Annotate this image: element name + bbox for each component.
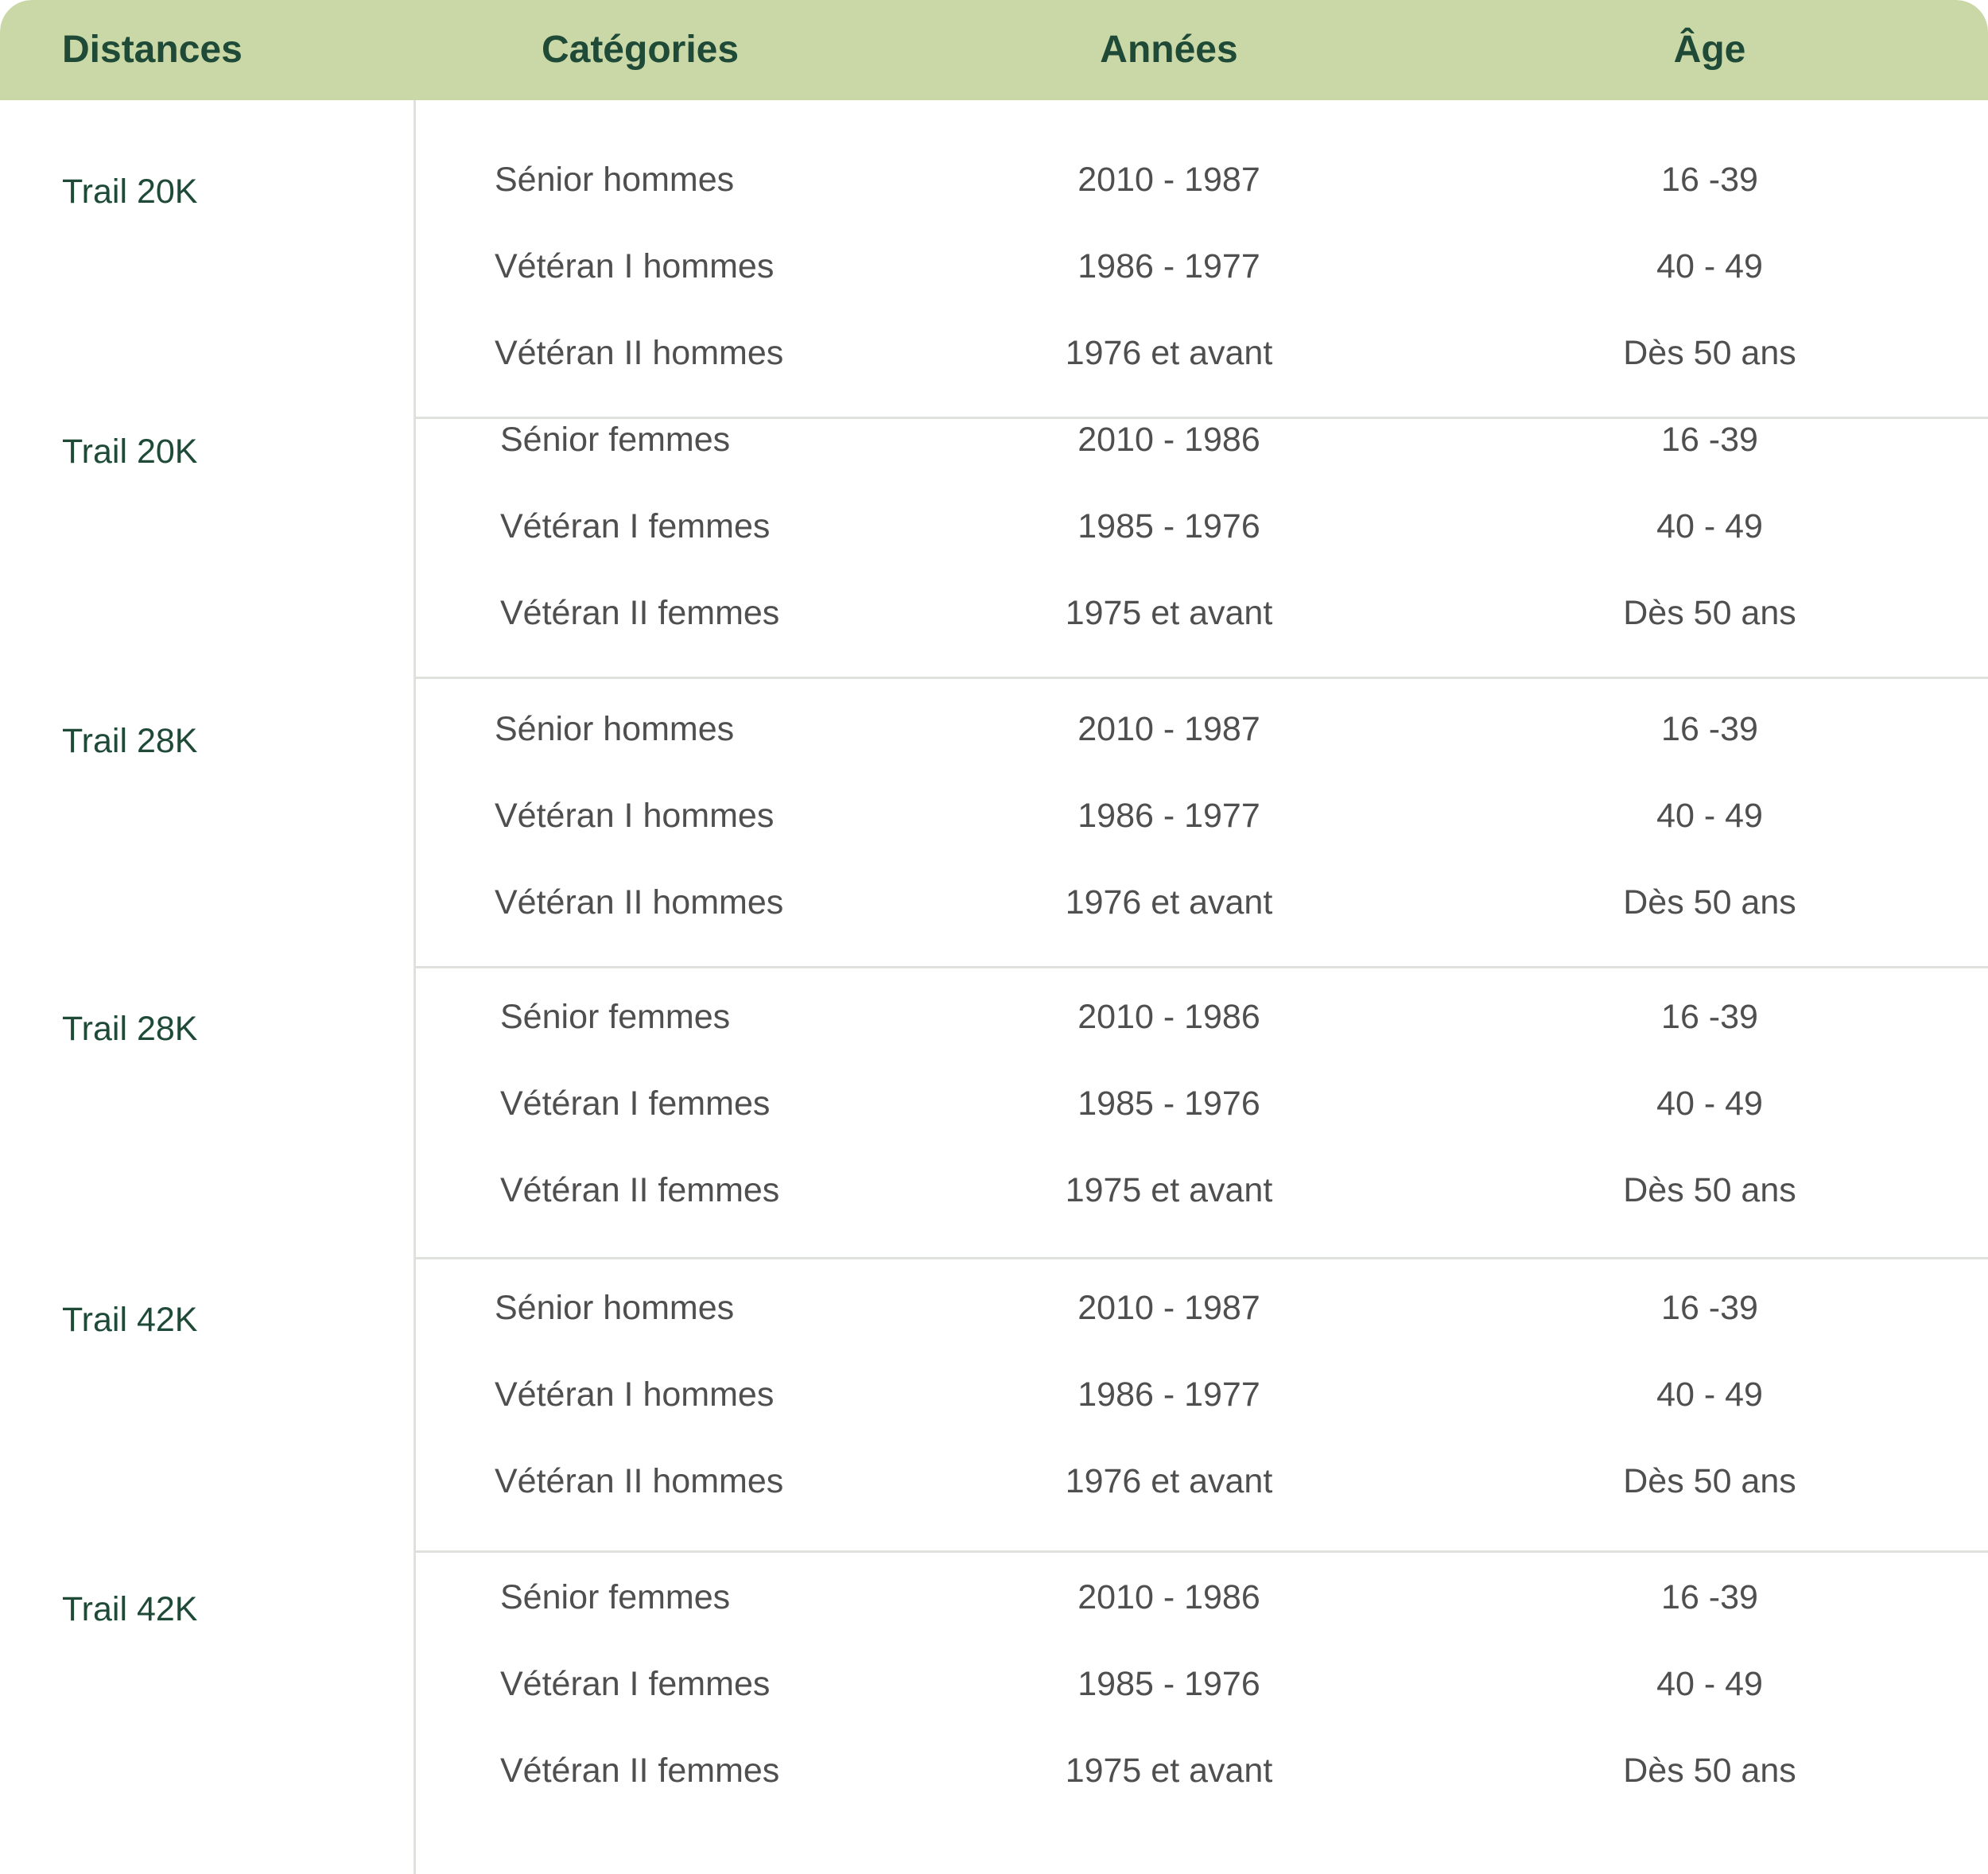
distance-group [0,679,1988,968]
age-cell: 16 -39 [1661,421,1758,459]
years-cell: 1986 - 1977 [1077,797,1260,835]
table-row [0,1165,1988,1216]
table-row [0,1282,1988,1333]
table-row [0,877,1988,928]
age-cell: 40 - 49 [1656,507,1763,545]
table-row [0,241,1988,292]
table-row [0,1745,1988,1796]
category-cell: Sénior femmes [500,998,731,1036]
table-row [0,588,1988,638]
years-cell: 1975 et avant [1065,594,1273,632]
category-cell: Vétéran I femmes [500,1084,771,1123]
table-row [0,991,1988,1042]
years-cell: 1985 - 1976 [1077,507,1260,545]
table-row [0,1572,1988,1623]
table-row [0,328,1988,378]
age-cell: Dès 50 ans [1623,594,1796,632]
category-cell: Vétéran II femmes [500,594,780,632]
distance-label: Trail 20K [62,173,198,211]
years-cell: 2010 - 1986 [1077,421,1260,459]
category-cell: Sénior femmes [500,1578,731,1616]
years-cell: 1985 - 1976 [1077,1084,1260,1123]
category-cell: Vétéran I femmes [500,507,771,545]
category-cell: Vétéran I hommes [495,797,775,835]
age-cell: 16 -39 [1661,1289,1758,1327]
age-cell: Dès 50 ans [1623,883,1796,921]
years-cell: 2010 - 1987 [1077,710,1260,748]
category-cell: Vétéran I femmes [500,1665,771,1703]
years-cell: 2010 - 1986 [1077,998,1260,1036]
category-cell: Sénior hommes [495,161,735,199]
category-cell: Vétéran I hommes [495,1375,775,1414]
distance-group [0,100,1988,419]
age-cell: Dès 50 ans [1623,1462,1796,1500]
age-cell: Dès 50 ans [1623,1752,1796,1790]
table-row [0,1659,1988,1709]
age-cell: 16 -39 [1661,710,1758,748]
years-cell: 1976 et avant [1065,1462,1273,1500]
age-cell: 40 - 49 [1656,797,1763,835]
age-cell: 16 -39 [1661,161,1758,199]
years-cell: 1985 - 1976 [1077,1665,1260,1703]
age-cell: 40 - 49 [1656,247,1763,285]
years-cell: 2010 - 1987 [1077,1289,1260,1327]
age-cell: 16 -39 [1661,1578,1758,1616]
distance-label: Trail 28K [62,1010,198,1048]
distance-group [0,1258,1988,1553]
age-cell: 40 - 49 [1656,1084,1763,1123]
category-cell: Vétéran II hommes [495,334,784,372]
table-header [0,0,1988,100]
years-cell: 1986 - 1977 [1077,247,1260,285]
table-row [0,790,1988,841]
years-cell: 2010 - 1987 [1077,161,1260,199]
years-cell: 1976 et avant [1065,334,1273,372]
age-cell: Dès 50 ans [1623,334,1796,372]
table-row [0,704,1988,755]
header-age: Âge [1673,29,1746,71]
distance-label: Trail 42K [62,1590,198,1628]
distance-group [0,968,1988,1259]
category-cell: Vétéran II femmes [500,1752,780,1790]
header-annees: Années [1100,29,1238,71]
distance-label: Trail 20K [62,433,198,471]
age-cell: 40 - 49 [1656,1665,1763,1703]
table-row [0,1078,1988,1129]
category-cell: Vétéran II femmes [500,1171,780,1209]
header-categories: Catégories [541,29,740,71]
age-cell: Dès 50 ans [1623,1171,1796,1209]
years-cell: 1986 - 1977 [1077,1375,1260,1414]
years-cell: 2010 - 1986 [1077,1578,1260,1616]
category-cell: Sénior hommes [495,1289,735,1327]
age-cell: 40 - 49 [1656,1375,1763,1414]
table-row [0,1369,1988,1420]
distance-label: Trail 42K [62,1301,198,1339]
distance-group [0,1547,1988,1874]
header-distances: Distances [62,29,243,71]
distance-group [0,390,1988,679]
table-row [0,501,1988,552]
category-cell: Vétéran II hommes [495,883,784,921]
category-cell: Sénior hommes [495,710,735,748]
age-cell: 16 -39 [1661,998,1758,1036]
table-row [0,154,1988,205]
years-cell: 1976 et avant [1065,883,1273,921]
category-cell: Sénior femmes [500,421,731,459]
table-row [0,414,1988,465]
years-cell: 1975 et avant [1065,1752,1273,1790]
distance-label: Trail 28K [62,722,198,760]
category-cell: Vétéran I hommes [495,247,775,285]
years-cell: 1975 et avant [1065,1171,1273,1209]
table-row [0,1456,1988,1507]
category-cell: Vétéran II hommes [495,1462,784,1500]
